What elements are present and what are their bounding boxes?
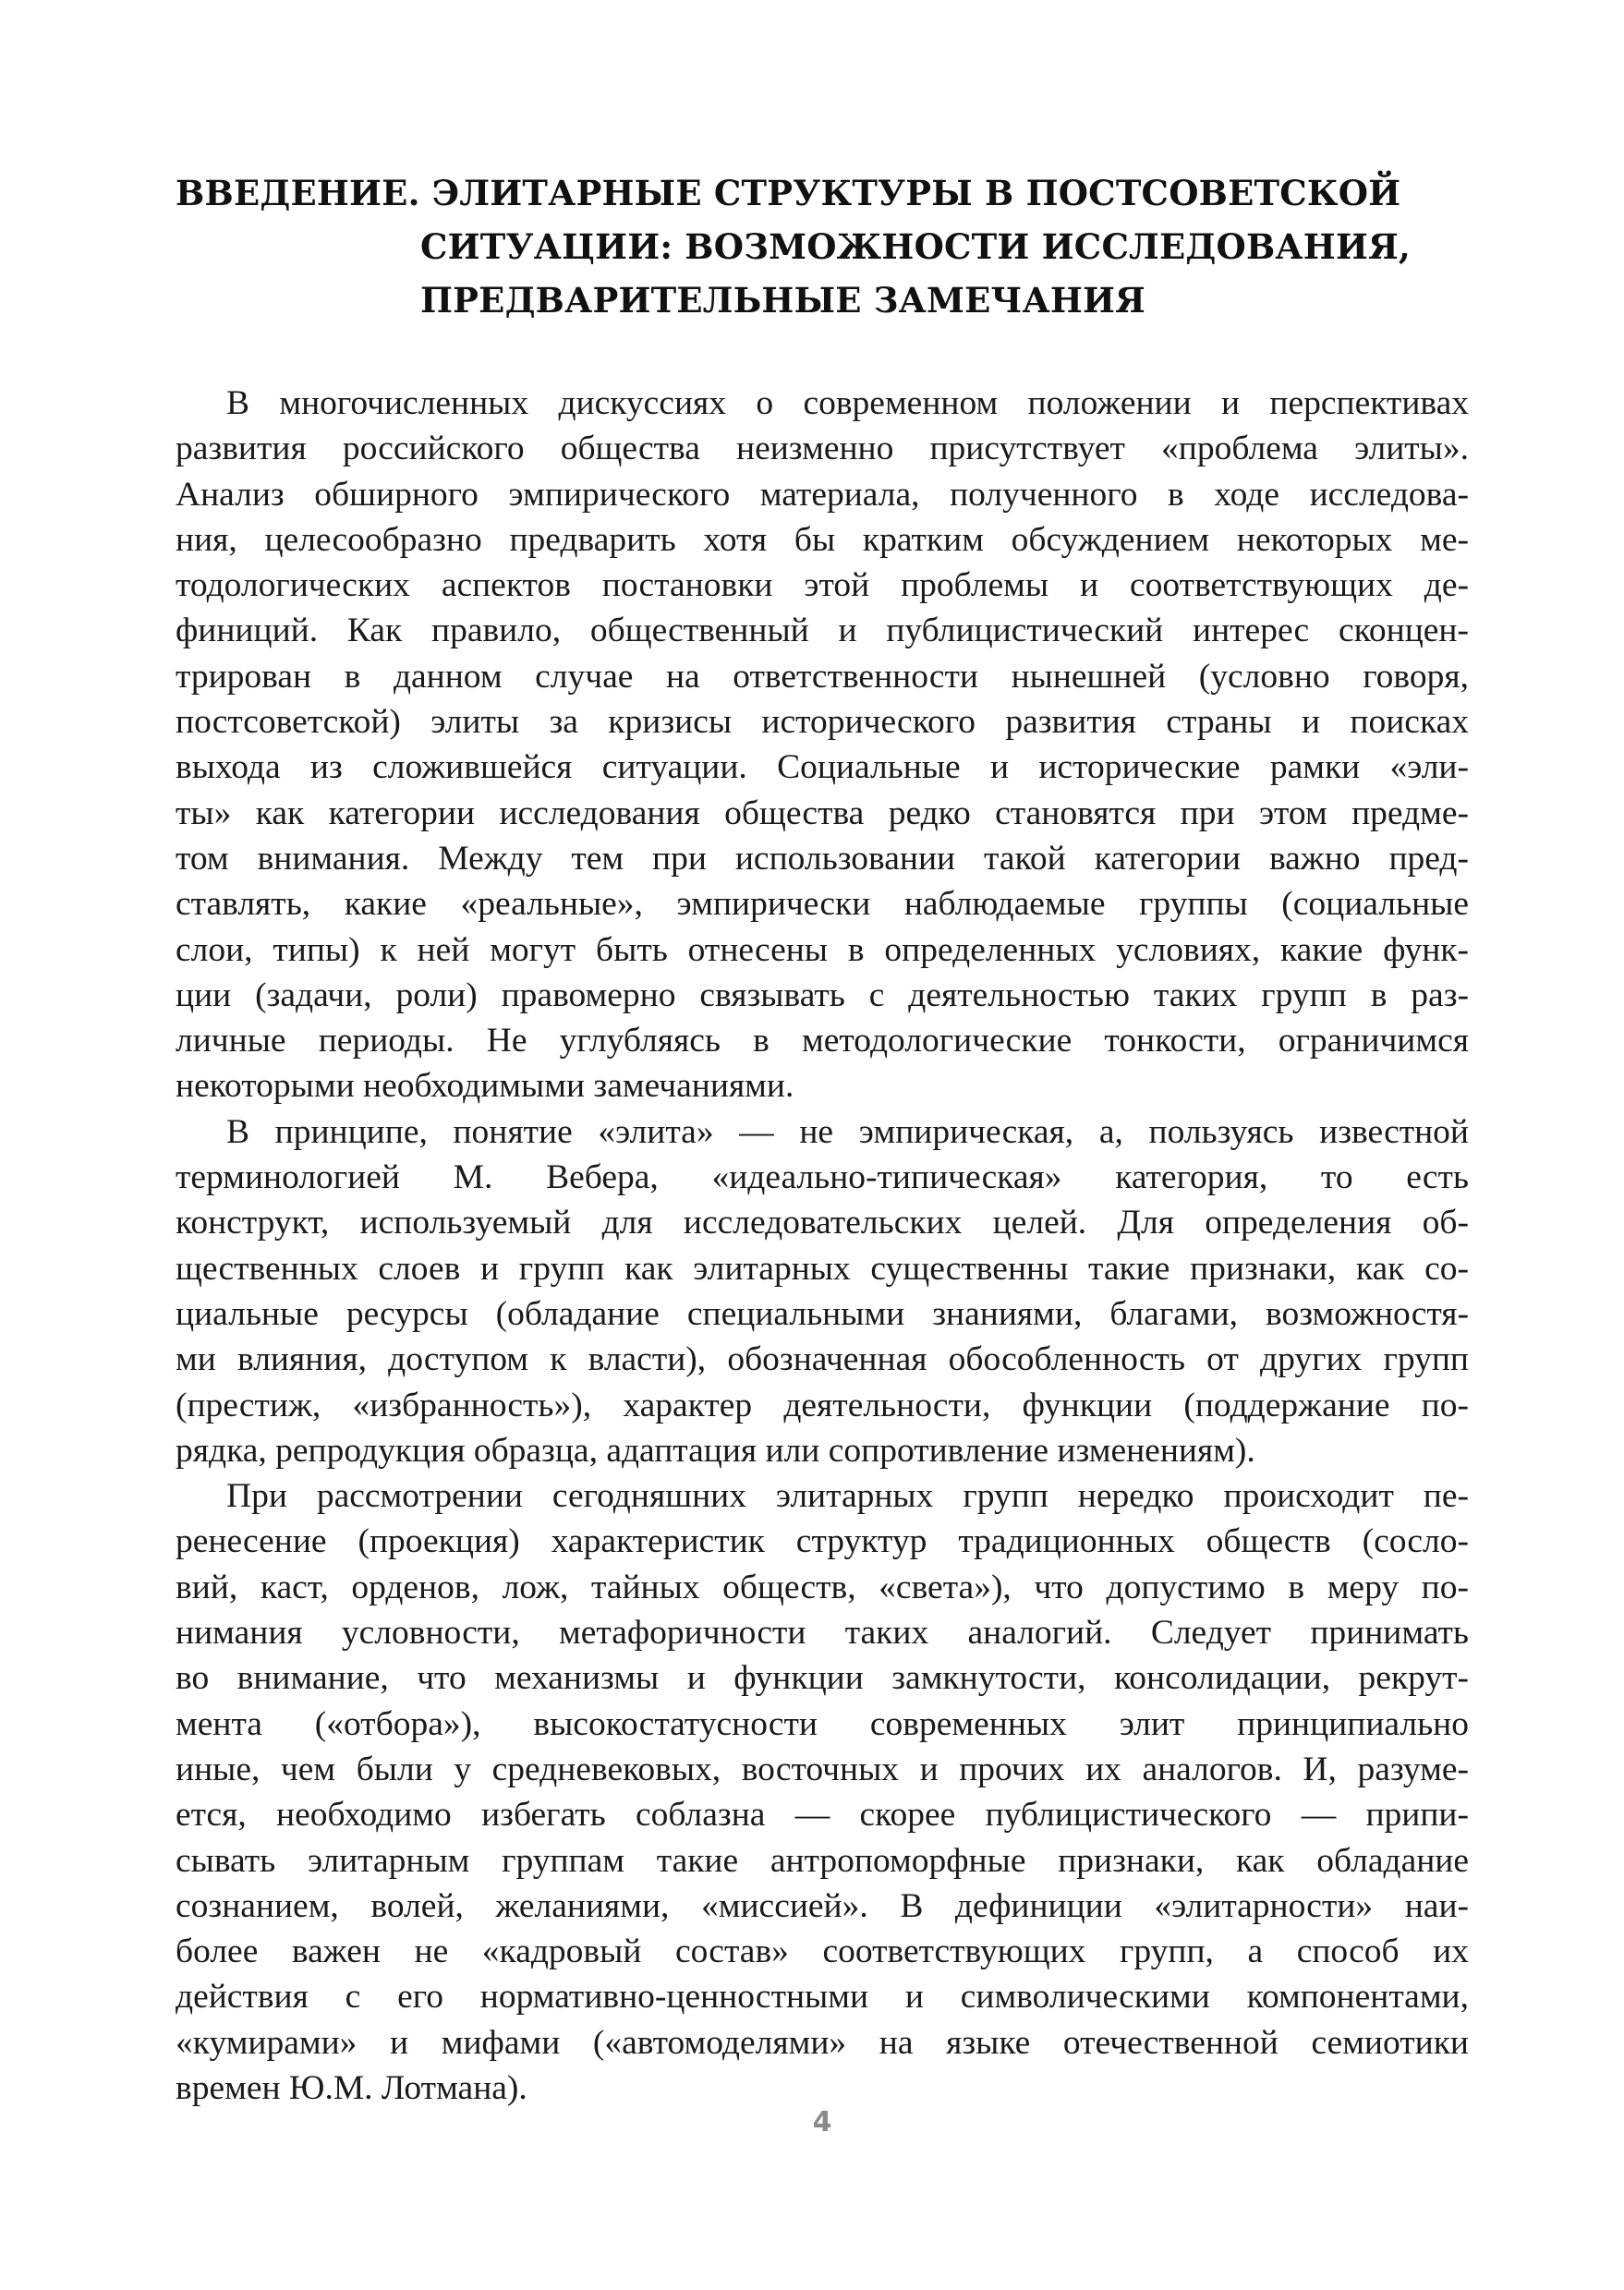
text-line: При рассмотрении сегодняшних элитарных групп нередко происходит пе- xyxy=(226,1477,1469,1516)
text-line: циальные ресурсы (обладание специальными знаниями, благами, возможностя- xyxy=(176,1294,1469,1333)
text-line: развития российского общества неизменно присутствует «проблема элиты». xyxy=(176,430,1469,468)
text-line: В многочисленных дискуссиях о современном положении и перспективах xyxy=(226,384,1469,422)
document-page xyxy=(176,166,1469,2263)
text-line: конструкт, используемый для исследовательских целей. Для определения об- xyxy=(176,1204,1469,1242)
text-line: ния, целесообразно предварить хотя бы кратким обсуждением некоторых ме- xyxy=(176,520,1469,559)
text-line: (престиж, «избранность»), характер деятельности, функции (поддержание по- xyxy=(176,1386,1469,1424)
heading-line-1: ВВЕДЕНИЕ. ЭЛИТАРНЫЕ СТРУКТУРЫ В ПОСТСОВЕТСКОЙ xyxy=(176,173,1401,213)
text-line: некоторыми необходимыми замечаниями. xyxy=(176,1067,794,1106)
text-line: нимания условности, метафоричности таких аналогий. Следует принимать xyxy=(176,1614,1469,1653)
text-line: Анализ обширного эмпирического материала, полученного в ходе исследова- xyxy=(176,475,1469,514)
text-line: ции (задачи, роли) правомерно связывать с деятельностью таких групп в раз- xyxy=(176,975,1469,1014)
page-number: 4 xyxy=(812,2106,832,2139)
text-line: ренесение (проекция) характеристик структур традиционных обществ (сосло- xyxy=(176,1522,1469,1561)
paragraph xyxy=(176,381,1469,1109)
paragraph xyxy=(176,1109,1469,1473)
text-line: тодологических аспектов постановки этой проблемы и соответствующих де- xyxy=(176,566,1469,605)
text-line: во внимание, что механизмы и функции замкнутости, консолидации, рекрут- xyxy=(176,1659,1469,1698)
text-line: выхода из сложившейся ситуации. Социальные и исторические рамки «эли- xyxy=(176,748,1469,787)
heading-line-3: ПРЕДВАРИТЕЛЬНЫЕ ЗАМЕЧАНИЯ xyxy=(420,280,1145,321)
text-line: ставлять, какие «реальные», эмпирически наблюдаемые группы (социальные xyxy=(176,885,1469,924)
text-line: ты» как категории исследования общества редко становятся при этом предме- xyxy=(176,794,1469,832)
text-line: действия с его нормативно-ценностными и символическими компонентами, xyxy=(176,1978,1469,2017)
heading-line-2: СИТУАЦИИ: ВОЗМОЖНОСТИ ИССЛЕДОВАНИЯ, xyxy=(420,226,1411,267)
text-line: рядка, репродукция образца, адаптация или сопротивление изменениям). xyxy=(176,1431,1255,1470)
text-line: ется, необходимо избегать соблазна — скорее публицистического — припи- xyxy=(176,1796,1469,1835)
text-line: вий, каст, орденов, лож, тайных обществ, «света»), что допустимо в меру по- xyxy=(176,1568,1469,1606)
text-line: сознанием, волей, желаниями, «миссией». В дефиниции «элитарности» наи- xyxy=(176,1886,1469,1925)
text-line: слои, типы) к ней могут быть отнесены в определенных условиях, какие функ- xyxy=(176,930,1469,969)
text-line: трирован в данном случае на ответственности нынешней (условно говоря, xyxy=(176,657,1469,696)
text-line: терминологией М. Вебера, «идеально-типическая» категория, то есть xyxy=(176,1158,1469,1197)
text-line: времен Ю.М. Лотмана). xyxy=(176,2068,527,2107)
chapter-heading xyxy=(176,166,1469,327)
text-line: более важен не «кадровый состав» соответствующих групп, а способ их xyxy=(176,1933,1469,1971)
text-line: ми влияния, доступом к власти), обозначенная обособленность от других групп xyxy=(176,1340,1469,1379)
text-line: мента («отбора»), высокостатусности современных элит принципиально xyxy=(176,1704,1469,1743)
text-line: постсоветской) элиты за кризисы исторического развития страны и поисках xyxy=(176,703,1469,742)
body-text xyxy=(176,381,1469,2111)
text-line: «кумирами» и мифами («автомоделями» на языке отечественной семиотики xyxy=(176,2023,1469,2062)
text-line: щественных слоев и групп как элитарных существенны такие признаки, как со- xyxy=(176,1249,1469,1288)
text-line: финиций. Как правило, общественный и публицистический интерес сконцен- xyxy=(176,612,1469,650)
text-line: В принципе, понятие «элита» — не эмпирическая, а, пользуясь известной xyxy=(226,1112,1469,1151)
text-line: том внимания. Между тем при использовании такой категории важно пред- xyxy=(176,839,1469,878)
text-line: иные, чем были у средневековых, восточных и прочих их аналогов. И, разуме- xyxy=(176,1750,1469,1788)
paragraph xyxy=(176,1473,1469,2111)
text-line: сывать элитарным группам такие антропоморфные признаки, как обладание xyxy=(176,1841,1469,1880)
text-line: личные периоды. Не углубляясь в методологические тонкости, ограничимся xyxy=(176,1022,1469,1060)
